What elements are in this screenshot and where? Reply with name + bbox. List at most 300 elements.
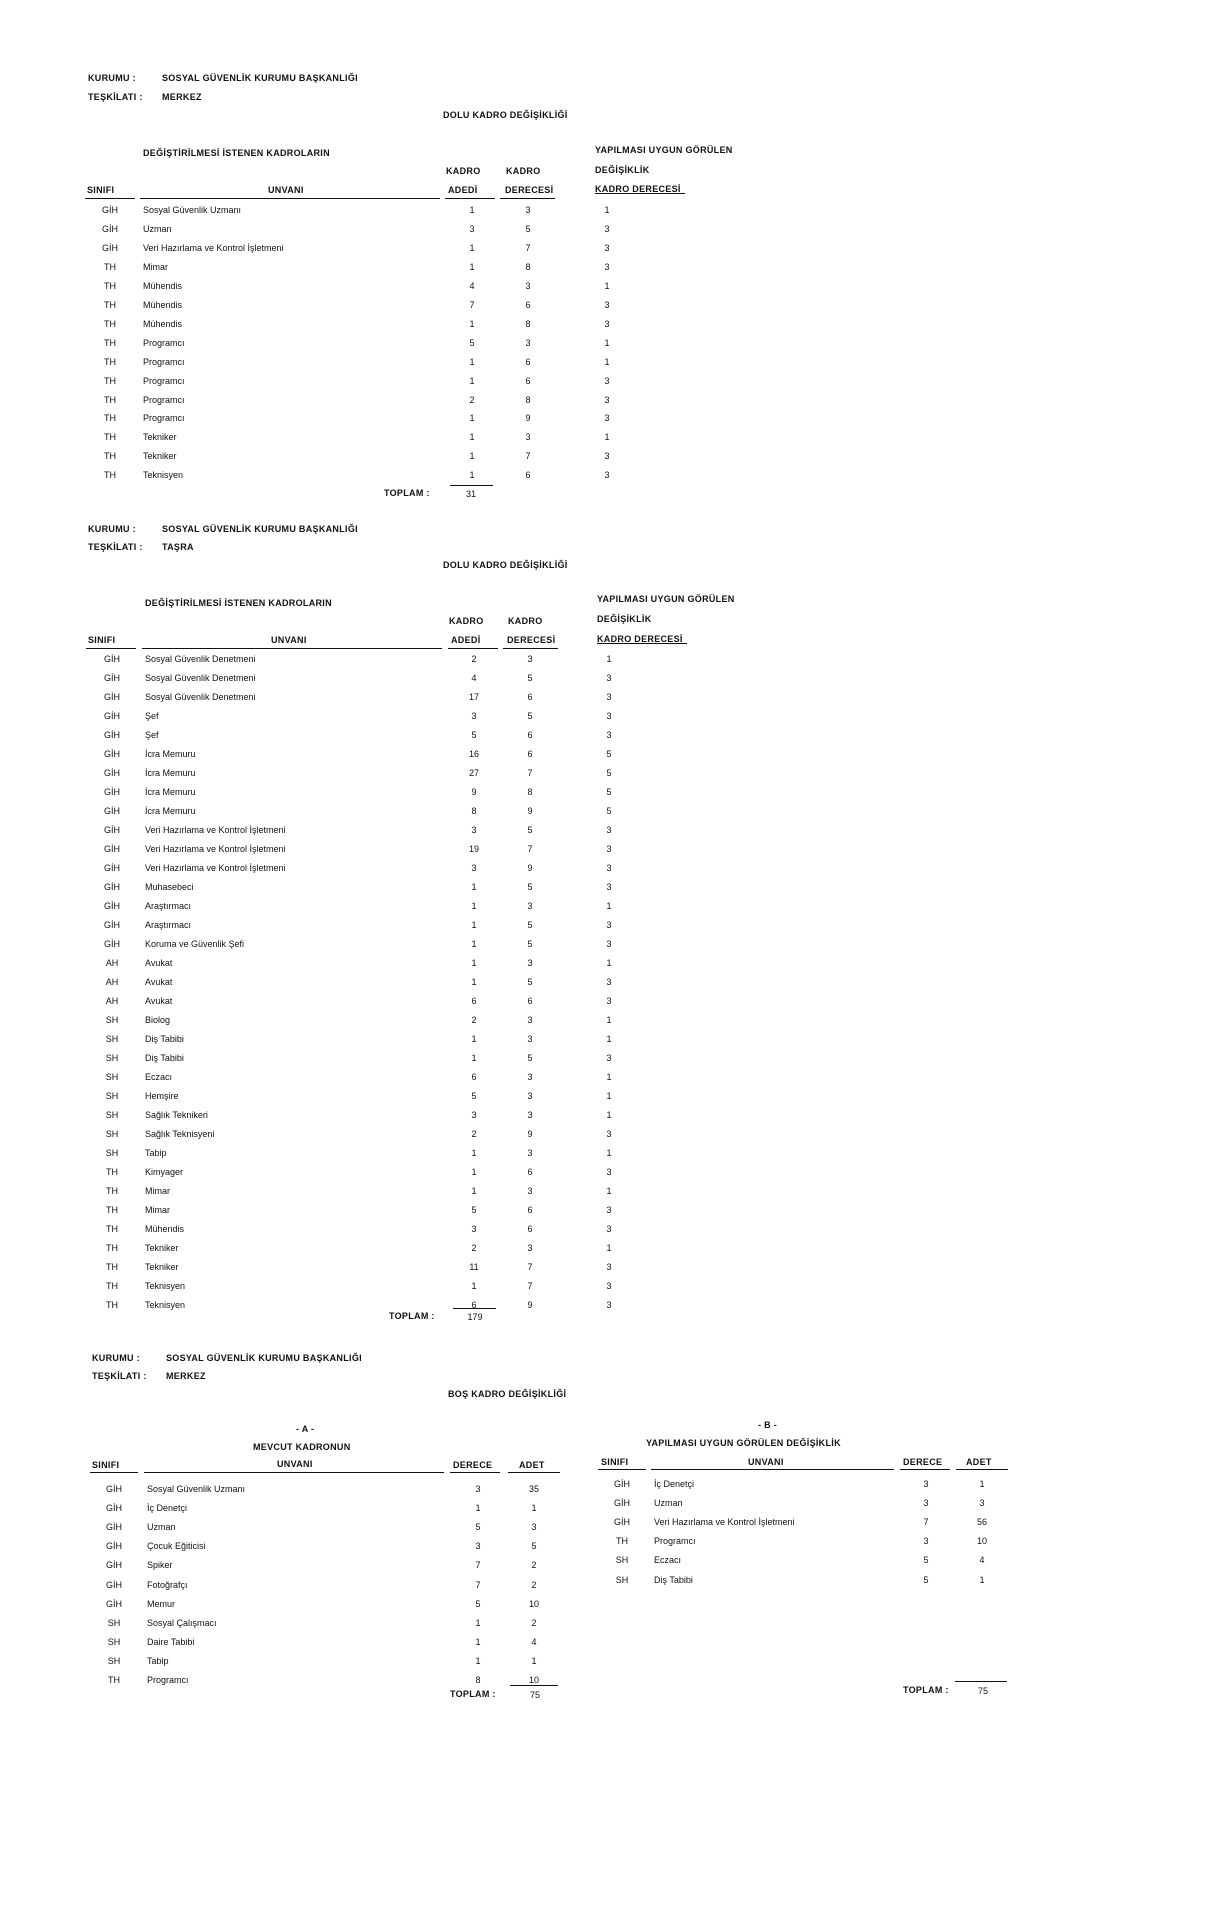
cell-sinifi: GİH [103, 787, 120, 797]
cell-derece: 5 [527, 939, 533, 949]
cell-new-derece: 1 [606, 901, 612, 911]
cell-new-derece: 3 [604, 223, 610, 234]
cell-adet: 2 [471, 1129, 477, 1139]
cell-new-derece: 1 [606, 1148, 612, 1158]
cell-derece: 7 [475, 1560, 481, 1571]
header-derece-line2: DERECESİ [507, 635, 556, 645]
header-rule-new [595, 193, 685, 194]
header-rule-new [597, 643, 687, 644]
total-label: TOPLAM : [389, 1311, 435, 1321]
cell-unvani: Koruma ve Güvenlik Şefi [145, 939, 245, 949]
cell-adet: 3 [471, 863, 477, 873]
cell-derece: 3 [923, 1498, 929, 1509]
cell-new-derece: 1 [606, 1243, 612, 1253]
cell-new-derece: 3 [606, 1224, 612, 1234]
cell-sinifi: SH [105, 1053, 119, 1063]
cell-adet: 35 [528, 1484, 539, 1494]
cell-sinifi: TH [106, 1262, 118, 1272]
cell-adet: 3 [471, 1224, 477, 1234]
cell-adet: 5 [469, 337, 475, 348]
cell-derece: 5 [475, 1598, 481, 1609]
cell-unvani: Araştırmacı [145, 901, 192, 911]
cell-new-derece: 3 [604, 470, 610, 481]
table-a-header-adet: ADET [519, 1460, 545, 1470]
cell-adet: 1 [469, 205, 475, 215]
kurumu-value: SOSYAL GÜVENLİK KURUMU BAŞKANLIĞI [166, 1353, 362, 1363]
header-rule-unvani [140, 198, 440, 199]
cell-new-derece: 1 [606, 1015, 612, 1025]
cell-new-derece: 3 [606, 711, 612, 721]
cell-unvani: Sosyal Güvenlik Denetmeni [145, 692, 256, 702]
cell-sinifi: GİH [105, 1598, 122, 1609]
cell-sinifi: AH [105, 996, 119, 1006]
table-a-header-sinifi: SINIFI [92, 1460, 120, 1470]
header-sinifi: SINIFI [87, 185, 115, 195]
cell-sinifi: GİH [103, 768, 120, 778]
cell-unvani: Programcı [654, 1536, 696, 1547]
cell-adet: 1 [469, 432, 475, 443]
header-adet-line2: ADEDİ [448, 185, 478, 195]
cell-derece: 7 [525, 451, 531, 462]
cell-adet: 1 [531, 1655, 537, 1666]
header-new-line2: KADRO DERECESİ [595, 184, 681, 194]
cell-derece: 6 [525, 299, 531, 310]
cell-new-derece: 3 [606, 1167, 612, 1177]
cell-sinifi: TH [108, 1675, 120, 1685]
header-unvani: UNVANI [268, 185, 304, 195]
cell-unvani: Veri Hazırlama ve Kontrol İşletmeni [143, 242, 284, 253]
cell-sinifi: TH [104, 261, 116, 272]
header-adet-line1: KADRO [449, 616, 484, 626]
cell-new-derece: 3 [606, 1300, 612, 1310]
total-value: 31 [465, 489, 476, 499]
cell-sinifi: GİH [105, 1522, 122, 1533]
cell-derece: 5 [527, 825, 533, 835]
cell-unvani: Diş Tabibi [654, 1574, 693, 1585]
cell-derece: 5 [525, 223, 531, 234]
cell-new-derece: 3 [606, 920, 612, 930]
cell-sinifi: TH [104, 280, 116, 291]
cell-new-derece: 3 [606, 1262, 612, 1272]
cell-new-derece: 3 [606, 1205, 612, 1215]
cell-sinifi: GİH [105, 1503, 122, 1514]
cell-sinifi: SH [105, 1091, 119, 1101]
cell-adet: 1 [469, 451, 475, 462]
cell-unvani: Mühendis [143, 299, 183, 310]
cell-sinifi: GİH [103, 806, 120, 816]
cell-new-derece: 3 [606, 1281, 612, 1291]
cell-derece: 3 [527, 1034, 533, 1044]
cell-derece: 5 [527, 920, 533, 930]
cell-unvani: Tekniker [143, 432, 177, 443]
cell-derece: 7 [475, 1579, 481, 1590]
cell-sinifi: SH [105, 1015, 119, 1025]
cell-sinifi: GİH [103, 844, 120, 854]
table-b-rule-adet [956, 1469, 1008, 1470]
cell-sinifi: TH [106, 1224, 118, 1234]
cell-unvani: Programcı [143, 337, 185, 348]
cell-unvani: Avukat [145, 996, 173, 1006]
cell-unvani: Veri Hazırlama ve Kontrol İşletmeni [145, 825, 286, 835]
table-a-header-derece: DERECE [453, 1460, 493, 1470]
section-title: DOLU KADRO DEĞİŞİKLİĞİ [443, 110, 568, 120]
header-rule-derece [503, 648, 558, 649]
cell-derece: 3 [527, 901, 533, 911]
header-unvani: UNVANI [271, 635, 307, 645]
cell-new-derece: 5 [606, 749, 612, 759]
cell-unvani: Şef [145, 711, 159, 721]
cell-derece: 3 [525, 280, 531, 291]
cell-unvani: Veri Hazırlama ve Kontrol İşletmeni [654, 1517, 795, 1528]
cell-adet: 1 [471, 1053, 477, 1063]
cell-new-derece: 3 [606, 730, 612, 740]
header-derece-line2: DERECESİ [505, 185, 554, 195]
cell-adet: 1 [471, 958, 477, 968]
group-header-right: YAPILMASI UYGUN GÖRÜLEN [595, 145, 733, 155]
cell-sinifi: GİH [103, 730, 120, 740]
header-adet-line2: ADEDİ [451, 635, 481, 645]
cell-derece: 7 [527, 844, 533, 854]
cell-new-derece: 1 [604, 205, 610, 215]
cell-derece: 5 [527, 977, 533, 987]
cell-derece: 1 [475, 1617, 481, 1628]
header-rule-adet [448, 648, 498, 649]
cell-adet: 17 [468, 692, 479, 702]
cell-unvani: Hemşire [145, 1091, 179, 1101]
table-b-header-adet: ADET [966, 1457, 992, 1467]
cell-adet: 56 [976, 1517, 987, 1528]
cell-new-derece: 1 [604, 356, 610, 367]
cell-adet: 1 [471, 1167, 477, 1177]
cell-adet: 16 [468, 749, 479, 759]
cell-sinifi: SH [107, 1617, 121, 1628]
header-derece-line1: KADRO [508, 616, 543, 626]
cell-unvani: Daire Tabibi [147, 1636, 195, 1647]
cell-sinifi: TH [106, 1205, 118, 1215]
cell-sinifi: TH [104, 318, 116, 329]
cell-new-derece: 1 [604, 280, 610, 291]
cell-new-derece: 1 [606, 1186, 612, 1196]
cell-adet: 6 [471, 996, 477, 1006]
cell-derece: 3 [923, 1479, 929, 1489]
cell-new-derece: 3 [606, 692, 612, 702]
cell-adet: 2 [531, 1617, 537, 1628]
cell-derece: 6 [527, 749, 533, 759]
cell-derece: 9 [527, 806, 533, 816]
cell-derece: 3 [525, 432, 531, 443]
cell-sinifi: GİH [103, 920, 120, 930]
cell-derece: 3 [527, 1148, 533, 1158]
cell-derece: 3 [527, 1072, 533, 1082]
cell-adet: 1 [469, 242, 475, 253]
cell-derece: 3 [527, 1186, 533, 1196]
table-b-header-sinifi: SINIFI [601, 1457, 629, 1467]
cell-new-derece: 3 [604, 299, 610, 310]
cell-new-derece: 1 [606, 1091, 612, 1101]
cell-new-derece: 1 [606, 654, 612, 664]
table-a-total-rule [510, 1685, 558, 1686]
cell-adet: 19 [468, 844, 479, 854]
table-a-rule-unvani [144, 1472, 444, 1473]
cell-unvani: Programcı [143, 375, 185, 386]
cell-unvani: Biolog [145, 1015, 171, 1025]
table-b-rule-unvani [651, 1469, 894, 1470]
cell-adet: 9 [471, 787, 477, 797]
cell-new-derece: 5 [606, 806, 612, 816]
table-a-total-label: TOPLAM : [450, 1689, 496, 1699]
cell-new-derece: 3 [604, 261, 610, 272]
cell-new-derece: 3 [606, 939, 612, 949]
table-b-title: YAPILMASI UYGUN GÖRÜLEN DEĞİŞİKLİK [646, 1438, 841, 1448]
cell-adet: 2 [531, 1579, 537, 1590]
header-new-line2: KADRO DERECESİ [597, 634, 683, 644]
cell-sinifi: TH [104, 451, 116, 462]
cell-new-derece: 3 [606, 863, 612, 873]
cell-derece: 5 [527, 1053, 533, 1063]
cell-adet: 1 [979, 1479, 985, 1489]
cell-unvani: Mimar [145, 1205, 170, 1215]
cell-adet: 10 [976, 1536, 987, 1547]
header-rule-sinifi [85, 198, 135, 199]
cell-new-derece: 5 [606, 768, 612, 778]
cell-derece: 3 [923, 1536, 929, 1547]
cell-sinifi: GİH [103, 711, 120, 721]
cell-adet: 3 [469, 223, 475, 234]
cell-new-derece: 3 [604, 451, 610, 462]
cell-sinifi: TH [104, 470, 116, 481]
cell-adet: 3 [471, 711, 477, 721]
cell-unvani: Avukat [145, 958, 173, 968]
header-new-line1: DEĞİŞİKLİK [597, 614, 652, 624]
cell-derece: 6 [525, 356, 531, 367]
cell-sinifi: GİH [103, 939, 120, 949]
cell-unvani: Programcı [147, 1675, 189, 1685]
cell-derece: 7 [525, 242, 531, 253]
teskilati-value: TAŞRA [162, 542, 194, 552]
cell-new-derece: 3 [606, 1129, 612, 1139]
cell-adet: 1 [469, 318, 475, 329]
cell-adet: 3 [471, 1110, 477, 1120]
header-rule-sinifi [86, 648, 136, 649]
total-rule [450, 485, 493, 486]
cell-derece: 3 [527, 1091, 533, 1101]
cell-derece: 6 [525, 375, 531, 386]
cell-adet: 1 [979, 1574, 985, 1585]
cell-new-derece: 1 [604, 337, 610, 348]
cell-unvani: Mühendis [145, 1224, 185, 1234]
cell-derece: 7 [527, 1262, 533, 1272]
cell-derece: 1 [475, 1636, 481, 1647]
teskilati-label: TEŞKİLATI : [92, 1371, 147, 1381]
cell-adet: 4 [471, 673, 477, 683]
cell-adet: 1 [471, 939, 477, 949]
cell-sinifi: AH [105, 958, 119, 968]
cell-unvani: Programcı [143, 356, 185, 367]
cell-unvani: İcra Memuru [145, 749, 196, 759]
teskilati-value: MERKEZ [162, 92, 202, 102]
cell-adet: 3 [471, 825, 477, 835]
total-value: 179 [467, 1312, 483, 1322]
cell-new-derece: 1 [606, 1034, 612, 1044]
cell-unvani: Tekniker [143, 451, 177, 462]
cell-adet: 2 [469, 394, 475, 405]
cell-unvani: Çocuk Eğiticisi [147, 1541, 206, 1552]
cell-derece: 5 [923, 1555, 929, 1566]
table-a-marker: - A - [296, 1424, 315, 1434]
cell-unvani: İç Denetçi [147, 1503, 188, 1514]
cell-sinifi: GİH [101, 205, 118, 215]
cell-sinifi: TH [104, 432, 116, 443]
cell-sinifi: SH [105, 1129, 119, 1139]
cell-unvani: İcra Memuru [145, 806, 196, 816]
group-header-left: DEĞİŞTİRİLMESİ İSTENEN KADROLARIN [143, 148, 330, 158]
table-b-header-derece: DERECE [903, 1457, 943, 1467]
table-b-rule-derece [900, 1469, 950, 1470]
cell-unvani: Teknisyen [145, 1281, 186, 1291]
cell-sinifi: SH [105, 1110, 119, 1120]
cell-sinifi: TH [616, 1536, 628, 1547]
cell-sinifi: GİH [613, 1517, 630, 1528]
cell-derece: 6 [527, 1205, 533, 1215]
cell-sinifi: TH [106, 1186, 118, 1196]
cell-derece: 6 [525, 470, 531, 481]
cell-unvani: Sağlık Teknikeri [145, 1110, 208, 1120]
cell-unvani: İcra Memuru [145, 787, 196, 797]
cell-unvani: Sosyal Güvenlik Denetmeni [145, 673, 256, 683]
cell-unvani: Araştırmacı [145, 920, 192, 930]
cell-new-derece: 3 [606, 996, 612, 1006]
cell-sinifi: TH [106, 1167, 118, 1177]
cell-derece: 3 [475, 1541, 481, 1552]
cell-adet: 3 [531, 1522, 537, 1533]
cell-adet: 2 [471, 1243, 477, 1253]
cell-new-derece: 3 [606, 673, 612, 683]
cell-adet: 1 [471, 882, 477, 892]
cell-adet: 5 [471, 1205, 477, 1215]
cell-derece: 1 [475, 1655, 481, 1666]
cell-unvani: İcra Memuru [145, 768, 196, 778]
cell-derece: 9 [527, 1300, 533, 1310]
cell-adet: 4 [531, 1636, 537, 1647]
cell-sinifi: TH [104, 337, 116, 348]
cell-new-derece: 3 [606, 844, 612, 854]
group-header-right: YAPILMASI UYGUN GÖRÜLEN [597, 594, 735, 604]
cell-derece: 9 [527, 1129, 533, 1139]
cell-new-derece: 3 [604, 375, 610, 386]
cell-unvani: Veri Hazırlama ve Kontrol İşletmeni [145, 844, 286, 854]
cell-adet: 1 [469, 261, 475, 272]
cell-sinifi: GİH [103, 825, 120, 835]
cell-unvani: Mühendis [143, 280, 183, 291]
cell-sinifi: SH [105, 1034, 119, 1044]
cell-adet: 10 [528, 1675, 539, 1685]
cell-unvani: Spiker [147, 1560, 173, 1571]
cell-adet: 1 [471, 977, 477, 987]
cell-unvani: Programcı [143, 394, 185, 405]
cell-unvani: Diş Tabibi [145, 1053, 184, 1063]
kurumu-label: KURUMU : [88, 524, 136, 534]
cell-unvani: Diş Tabibi [145, 1034, 184, 1044]
cell-derece: 6 [527, 1224, 533, 1234]
cell-derece: 7 [923, 1517, 929, 1528]
cell-adet: 1 [469, 375, 475, 386]
cell-unvani: Uzman [143, 223, 172, 234]
cell-unvani: Şef [145, 730, 159, 740]
cell-sinifi: GİH [613, 1479, 630, 1489]
table-b-total-rule [955, 1681, 1007, 1682]
cell-adet: 5 [471, 1091, 477, 1101]
cell-unvani: Avukat [145, 977, 173, 987]
cell-unvani: Sosyal Güvenlik Uzmanı [143, 205, 242, 215]
cell-sinifi: TH [106, 1243, 118, 1253]
cell-sinifi: GİH [103, 749, 120, 759]
teskilati-value: MERKEZ [166, 1371, 206, 1381]
header-derece-line1: KADRO [506, 166, 541, 176]
cell-adet: 2 [471, 654, 477, 664]
teskilati-label: TEŞKİLATI : [88, 92, 143, 102]
cell-unvani: Teknisyen [145, 1300, 186, 1310]
cell-adet: 1 [471, 1034, 477, 1044]
table-a-header-unvani: UNVANI [277, 1459, 313, 1469]
teskilati-label: TEŞKİLATI : [88, 542, 143, 552]
header-adet-line1: KADRO [446, 166, 481, 176]
cell-adet: 1 [471, 920, 477, 930]
cell-adet: 7 [469, 299, 475, 310]
cell-sinifi: GİH [613, 1498, 630, 1509]
cell-derece: 5 [923, 1574, 929, 1585]
cell-unvani: Sağlık Teknisyeni [145, 1129, 215, 1139]
table-a-rule-adet [508, 1472, 560, 1473]
cell-unvani: Sosyal Güvenlik Uzmanı [147, 1484, 246, 1494]
cell-sinifi: GİH [103, 863, 120, 873]
cell-unvani: Kimyager [145, 1167, 184, 1177]
cell-unvani: Eczacı [654, 1555, 682, 1566]
cell-adet: 5 [471, 730, 477, 740]
cell-sinifi: GİH [101, 223, 118, 234]
cell-derece: 9 [525, 413, 531, 424]
cell-unvani: Programcı [143, 413, 185, 424]
group-header-left: DEĞİŞTİRİLMESİ İSTENEN KADROLARIN [145, 598, 332, 608]
table-b-rule-sinifi [598, 1469, 646, 1470]
cell-new-derece: 1 [606, 1110, 612, 1120]
table-b-header-unvani: UNVANI [748, 1457, 784, 1467]
cell-adet: 4 [979, 1555, 985, 1566]
table-b-marker: - B - [758, 1420, 777, 1430]
cell-derece: 5 [527, 711, 533, 721]
header-rule-adet [445, 198, 495, 199]
table-b-total-label: TOPLAM : [903, 1685, 949, 1695]
cell-sinifi: GİH [105, 1484, 122, 1494]
cell-new-derece: 3 [606, 825, 612, 835]
cell-unvani: Tekniker [145, 1243, 179, 1253]
cell-adet: 2 [471, 1015, 477, 1025]
header-rule-unvani [142, 648, 442, 649]
kurumu-label: KURUMU : [88, 73, 136, 83]
cell-sinifi: TH [106, 1281, 118, 1291]
cell-derece: 7 [527, 1281, 533, 1291]
section-title: DOLU KADRO DEĞİŞİKLİĞİ [443, 560, 568, 570]
cell-sinifi: GİH [105, 1560, 122, 1571]
cell-derece: 3 [525, 337, 531, 348]
cell-adet: 8 [471, 806, 477, 816]
cell-unvani: Mühendis [143, 318, 183, 329]
cell-adet: 6 [471, 1072, 477, 1082]
cell-derece: 6 [527, 996, 533, 1006]
cell-derece: 6 [527, 1167, 533, 1177]
cell-new-derece: 3 [606, 1053, 612, 1063]
cell-derece: 8 [527, 787, 533, 797]
cell-new-derece: 3 [604, 413, 610, 424]
